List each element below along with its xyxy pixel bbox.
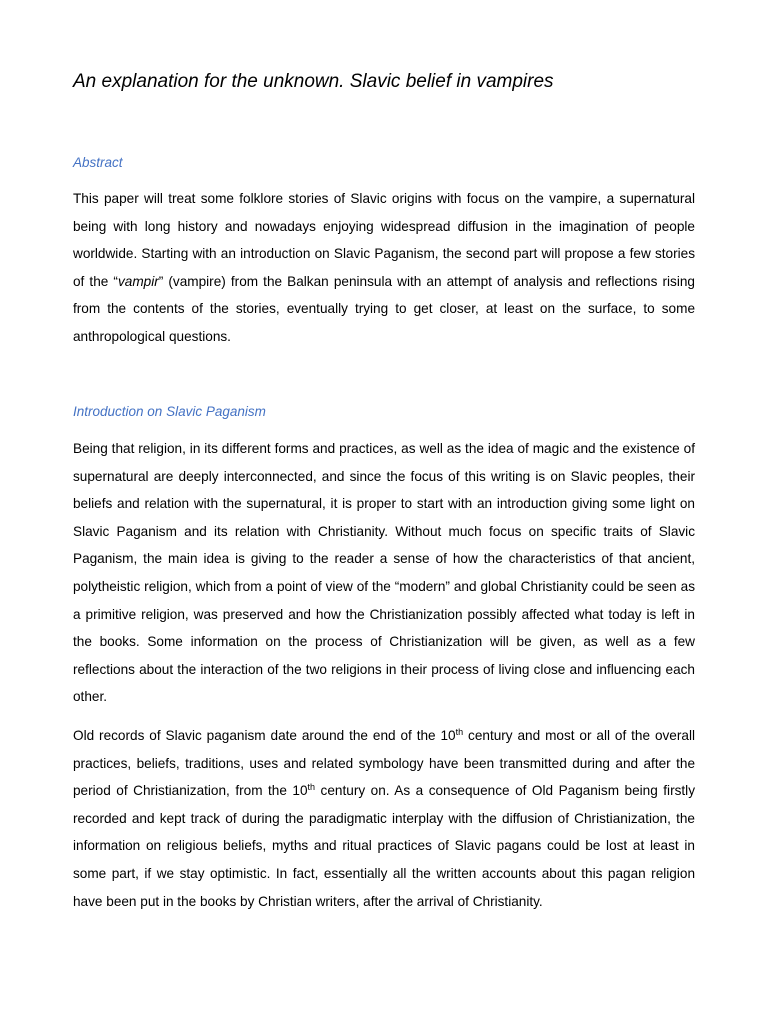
abstract-heading: Abstract — [73, 155, 123, 170]
superscript-th-2: th — [307, 782, 316, 793]
intro-heading: Introduction on Slavic Paganism — [73, 404, 266, 419]
abstract-text-start: This paper will treat some folklore stories of Slavic origins with focus on the vampire, a supernatural being with long history and nowadays enjoying widespread diffusion in the imagination of people worldwide. Starting with an introduction on Slavic Paganism, the second part will propose a few stories of the “ — [73, 191, 695, 289]
intro-paragraph-2-part-1: Old records of Slavic paganism date around the end of the 10 — [73, 728, 456, 743]
abstract-italic-term: vampir — [117, 273, 159, 289]
intro-paragraph-1: Being that religion, in its different forms and practices, as well as the idea of magic and the existence of supernatural are deeply interconnected, and since the focus of this writing is on Slavic peoples, their beliefs and relation with the supernatural, it is proper to start with an introduction giving some light on Slavic Paganism and its relation with Christianity. Without much focus on specific traits of Slavic Paganism, the main idea is giving to the reader a sense of how the characteristics of that ancient, polytheistic religion, which from a point of view of the “modern” and global Christianity could be seen as a primitive religion, was preserved and how the Christianization possibly affected what today is left in the books. Some information on the process of Christianization will be given, as well as a few reflections about the interaction of the two religions in their process of living close and influencing each other. — [73, 441, 695, 705]
intro-paragraph-2-part-3: century on. As a consequence of Old Paganism being firstly recorded and kept track of during the paradigmatic interplay with the diffusion of Christianization, the information on religious beliefs, myths and ritual practices of Slavic pagans could be lost at least in some part, if we stay optimistic. In fact, essentially all the written accounts about this pagan religion have been put in the books by Christian writers, after the arrival of Christianity. — [73, 783, 695, 909]
superscript-th-1: th — [455, 727, 464, 737]
intro-paragraph-2-part-2: century and most or all of the overall practices, beliefs, traditions, uses and related symbology have been transmitted during and after the period of Christianization, from the 10 — [73, 728, 695, 799]
abstract-paragraph — [73, 185, 695, 351]
document-title: An explanation for the unknown. Slavic belief in vampires — [73, 71, 554, 92]
abstract-text-end: ” (vampire) from the Balkan peninsula with an attempt of analysis and reflections rising from the contents of the stories, eventually trying to get closer, at least on the surface, to some anthropological questions. — [73, 273, 695, 344]
intro-paragraph-2 — [73, 722, 695, 915]
